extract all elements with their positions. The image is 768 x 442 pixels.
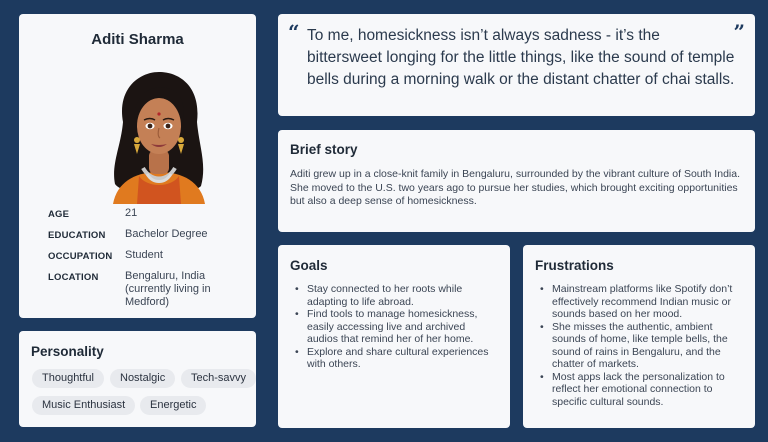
brief-story-card [278, 130, 755, 232]
persona-name: Aditi Sharma [91, 31, 184, 48]
fact-value: Student [125, 249, 163, 261]
fact-row-occupation [48, 249, 230, 262]
personality-title: Personality [31, 344, 104, 359]
fact-label: LOCATION [48, 272, 99, 283]
personality-tag: Music Enthusiast [32, 396, 135, 415]
goals-title: Goals [290, 258, 328, 273]
fact-label: OCCUPATION [48, 251, 113, 262]
goals-list [292, 283, 497, 371]
list-item: • Find tools to manage homesickness, easily accessing live and archived audios that remind her of her home. [292, 308, 497, 346]
fact-value: 21 [125, 207, 138, 219]
story-title: Brief story [290, 142, 358, 157]
profile-card [19, 14, 256, 318]
fact-row-location [48, 270, 230, 309]
list-item: • Stay connected to her roots while adapting to life abroad. [292, 283, 497, 308]
goals-card [278, 245, 510, 428]
story-paragraph: Aditi grew up in a close-knit family in Bengaluru, surrounded by the vibrant culture of South India. [290, 168, 740, 180]
avatar [99, 64, 219, 204]
personality-tag: Nostalgic [110, 369, 175, 388]
personality-tag: Energetic [140, 396, 206, 415]
fact-row-age [48, 207, 230, 220]
fact-row-education [48, 228, 230, 241]
personality-tag: Tech-savvy [181, 369, 256, 388]
close-quote-icon: ” [733, 20, 745, 44]
frustrations-card [523, 245, 755, 428]
personality-card [19, 331, 256, 427]
fact-value: Bengaluru, India (currently living in Medford) [125, 270, 211, 308]
list-item: • She misses the authentic, ambient sounds of home, like temple bells, the sound of rains in Bengaluru, and the chatter of markets. [537, 321, 742, 371]
fact-label: AGE [48, 209, 70, 220]
list-item: • Explore and share cultural experiences with others. [292, 346, 497, 371]
fact-value: Bachelor Degree [125, 228, 208, 240]
list-item: • Most apps lack the personalization to reflect her emotional connection to specific cultural sounds. [537, 371, 742, 409]
personality-tag: Thoughtful [32, 369, 104, 388]
quote-card [278, 14, 755, 116]
frustrations-list [537, 283, 742, 408]
persona-quote: To me, homesickness isn’t always sadness - it’s the bittersweet longing for the little things, like the sound of temple bells during a morning walk or the distant chatter of chai stalls. [307, 27, 735, 88]
story-paragraph: She moved to the U.S. two years ago to pursue her studies, which brought exciting opportunities but also a deep sense of homesickness. [290, 181, 738, 207]
frustrations-title: Frustrations [535, 258, 614, 273]
open-quote-icon: “ [288, 20, 300, 44]
story-body [290, 168, 740, 209]
fact-label: EDUCATION [48, 230, 106, 241]
list-item: • Mainstream platforms like Spotify don’t effectively recommend Indian music or sounds based on her mood. [537, 283, 742, 321]
